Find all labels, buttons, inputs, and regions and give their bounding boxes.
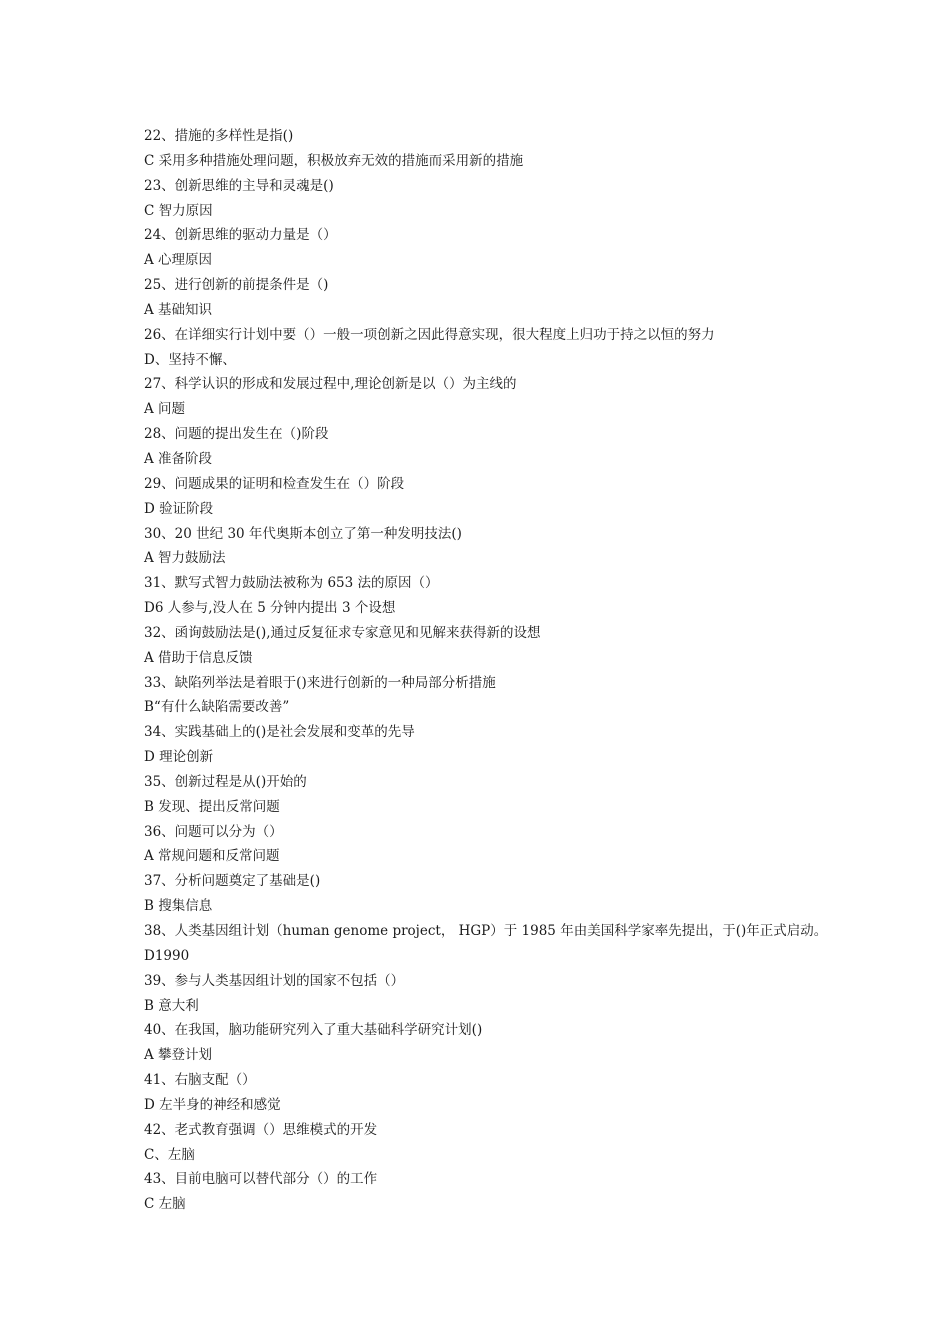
answer-text: D、坚持不懈、 [144,351,236,368]
answer-text: A 基础知识 [144,301,213,318]
answer-text: C、左脑 [144,1146,195,1163]
question-text: 28、问题的提出发生在（)阶段 [144,426,329,443]
answer-text: C 采用多种措施处理问题，积极放弃无效的措施而采用新的措施 [144,152,524,169]
answer-text: A 心理原因 [144,252,213,269]
question-text: 38、人类基因组计划（human genome project， HGP）于 1985 年由美国科学家率先提出，于()年正式启动。 [144,923,828,939]
answer-text: D6 人参与,没人在 5 分钟内提出 3 个设想 [144,600,396,617]
answer-text: B 搜集信息 [144,898,213,915]
answer-text: A 借助于信息反馈 [144,649,253,666]
answer-text: A 常规问题和反常问题 [144,848,280,865]
question-text: 34、实践基础上的()是社会发展和变革的先导 [144,724,415,741]
question-text: 42、老式教育强调（）思维模式的开发 [144,1121,378,1138]
answer-text: A 准备阶段 [144,450,213,467]
answer-text: D 验证阶段 [144,500,214,517]
question-text: 31、默写式智力鼓励法被称为 653 法的原因（） [144,575,439,592]
question-text: 39、参与人类基因组计划的国家不包括（） [144,972,405,989]
question-text: 43、目前电脑可以替代部分（）的工作 [144,1171,378,1188]
question-text: 32、函询鼓励法是(),通过反复征求专家意见和见解来获得新的设想 [144,624,541,641]
answer-text: C 智力原因 [144,202,213,219]
answer-text: D 理论创新 [144,749,214,766]
answer-text: A 智力鼓励法 [144,550,226,567]
question-text: 40、在我国，脑功能研究列入了重大基础科学研究计划() [144,1022,483,1039]
question-text: 24、创新思维的驱动力量是（） [144,227,337,244]
answer-text: C 左脑 [144,1196,186,1213]
question-text: 41、右脑支配（） [144,1072,256,1089]
answer-text: D 左半身的神经和感觉 [144,1096,281,1113]
answer-text: B 意大利 [144,997,199,1014]
answer-text: D1990 [144,947,190,964]
answer-text: B 发现、提出反常问题 [144,798,280,815]
question-text: 37、分析问题奠定了基础是() [144,873,321,890]
answer-text: B“有什么缺陷需要改善” [144,699,290,716]
question-text: 23、创新思维的主导和灵魂是() [144,177,334,194]
answer-text: A 攀登计划 [144,1047,213,1064]
question-text: 25、进行创新的前提条件是（) [144,277,329,294]
question-text: 26、在详细实行计划中要（）一般一项创新之因此得意实现，很大程度上归功于持之以恒的努力 [144,326,715,343]
question-text: 22、措施的多样性是指() [144,128,294,144]
question-text: 30、20 世纪 30 年代奥斯本创立了第一种发明技法() [144,525,462,542]
question-list [144,124,844,1217]
answer-text: A 问题 [144,401,186,418]
question-text: 27、科学认识的形成和发展过程中,理论创新是以（）为主线的 [144,376,517,393]
question-text: 36、问题可以分为（） [144,823,283,840]
question-text: 35、创新过程是从()开始的 [144,773,307,790]
question-text: 33、缺陷列举法是着眼于()来进行创新的一种局部分析措施 [144,674,496,691]
question-text: 29、问题成果的证明和检查发生在（）阶段 [144,475,405,492]
